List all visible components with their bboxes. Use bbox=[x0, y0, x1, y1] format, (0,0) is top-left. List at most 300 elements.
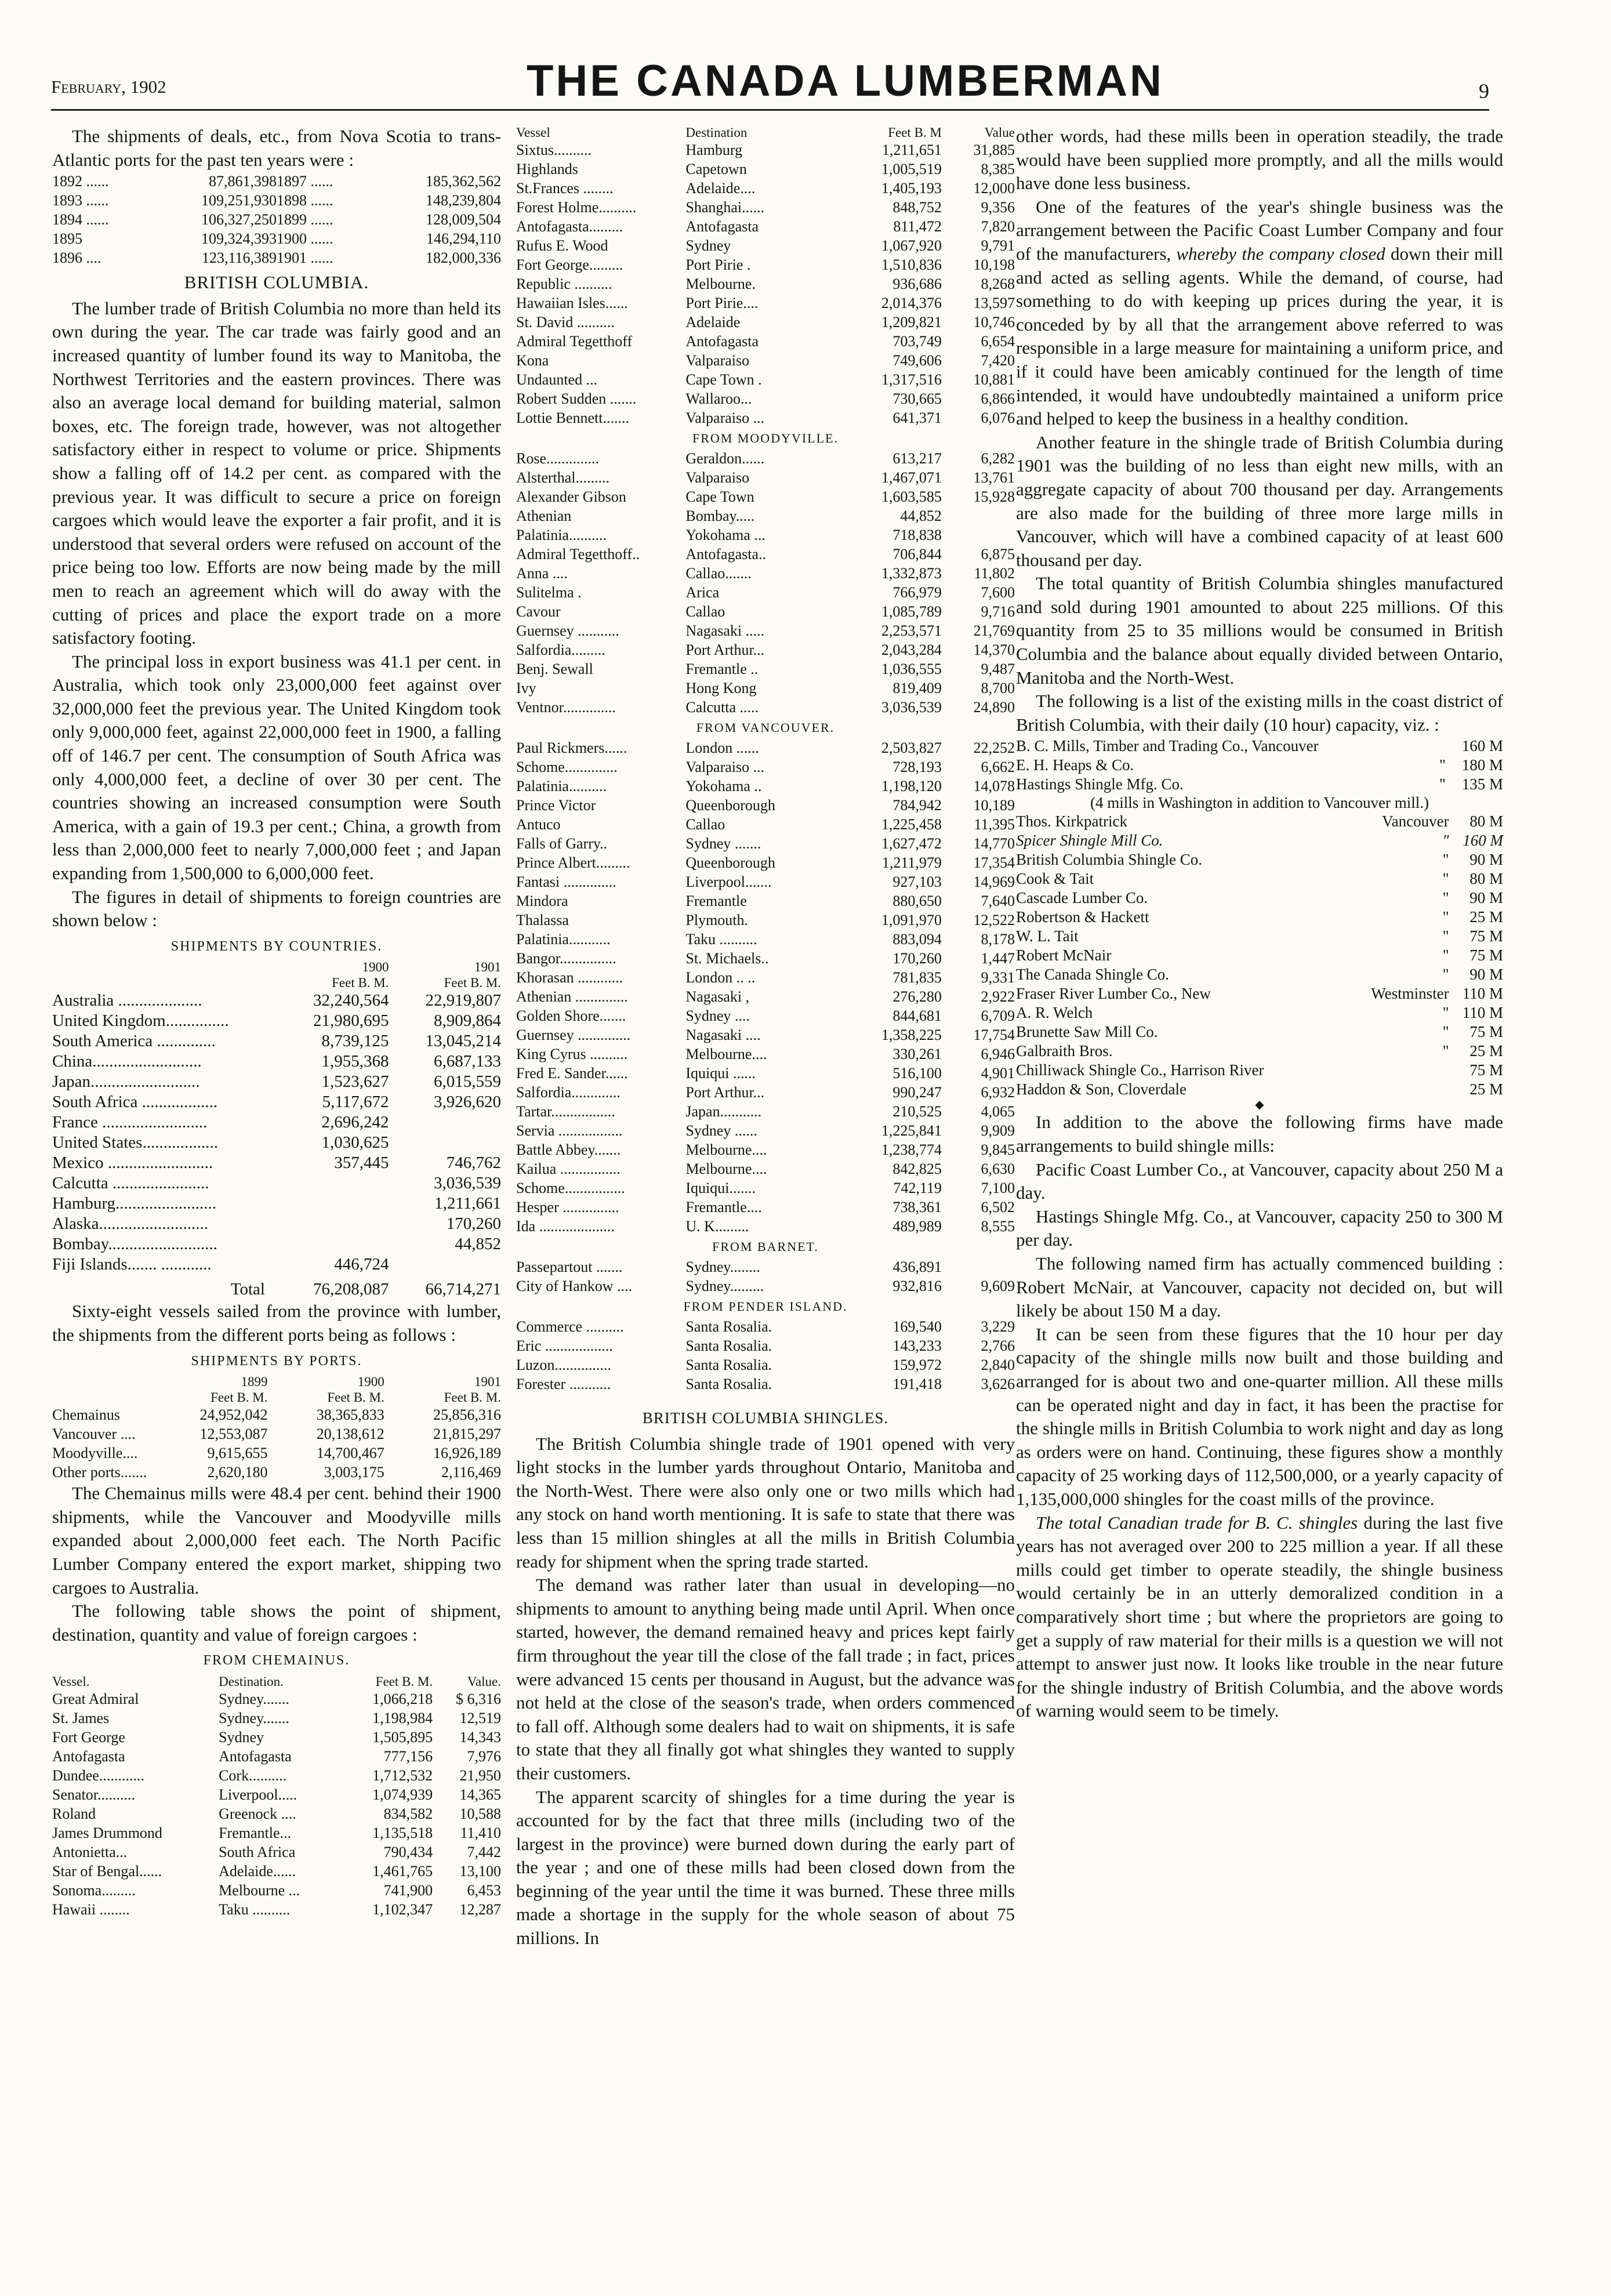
cell-val: 14,365 bbox=[459, 1786, 501, 1803]
cell-val: 2,922 bbox=[981, 988, 1015, 1005]
cell-f: 777,156 bbox=[383, 1747, 433, 1765]
cell-v: Hawaiian Isles...... bbox=[516, 295, 628, 311]
table-row bbox=[516, 872, 1015, 891]
table-row bbox=[516, 408, 1015, 427]
cell-d: Sydney......... bbox=[685, 1278, 764, 1294]
cell-cap: 110 M bbox=[1462, 1004, 1503, 1022]
bc-paragraph-1: The lumber trade of British Columbia no more than held its own during the year. The car trade was fairly good and an increased quantity of lumber found its way to Manitoba, the Northwest Territories and the eastern provinces. There was also an average local demand for building material, salmon boxes, etc. The foreign trade, however, was not altogether satisfactory either in respect to volume or price. Shipments show a falling off of 14.2 per cent. as compared with the previous year. It was difficult to secure a price on foreign cargoes which would leave the exporter a fair profit, and it is understood that several orders were refused on account of the price being too low. Efforts are now being made by the mill men to reach an agreement which will do away with the cutting of prices and place the export trade on a more satisfactory footing. bbox=[52, 298, 501, 648]
cell-f: 489,989 bbox=[892, 1218, 942, 1235]
cell-name: South America .............. bbox=[52, 1032, 216, 1051]
cell-d: Queenborough bbox=[685, 797, 775, 814]
cell-a bbox=[277, 1173, 389, 1194]
cell-v: Servia ................. bbox=[516, 1122, 623, 1139]
mills-table-b bbox=[1016, 812, 1503, 1099]
cell-name: Moodyville.... bbox=[52, 1445, 138, 1462]
table-row bbox=[52, 1785, 501, 1804]
cell-val: 17,354 bbox=[973, 854, 1015, 871]
table-row bbox=[516, 1336, 1015, 1355]
cell-a: 446,724 bbox=[334, 1255, 389, 1274]
cell-f: 3,036,539 bbox=[881, 699, 942, 716]
cell-d: Melbourne.... bbox=[685, 1160, 767, 1177]
cell-f: 741,900 bbox=[383, 1881, 433, 1899]
cell-val: 11,395 bbox=[974, 816, 1015, 833]
page-header bbox=[51, 41, 1489, 110]
cell-val: 11,410 bbox=[460, 1824, 501, 1841]
cell-f: 1,091,970 bbox=[881, 912, 942, 928]
cell-f: 1,712,532 bbox=[372, 1767, 433, 1784]
table-row bbox=[52, 1747, 501, 1766]
table-row bbox=[516, 640, 1015, 659]
cell-name: British Columbia Shingle Co. bbox=[1016, 851, 1203, 869]
cell-name: Thos. Kirkpatrick bbox=[1016, 813, 1127, 830]
cell-f: 811,472 bbox=[893, 218, 942, 235]
cell-val: 17,754 bbox=[973, 1027, 1015, 1043]
cell-v: Highlands bbox=[516, 161, 578, 177]
cell-val: 21,769 bbox=[973, 622, 1015, 639]
cell-name: United States.................. bbox=[52, 1133, 218, 1152]
cell-place: " bbox=[1442, 870, 1449, 888]
cell-f: 1,332,873 bbox=[881, 565, 942, 582]
cell-f: 927,103 bbox=[892, 873, 942, 890]
table-row bbox=[516, 198, 1015, 217]
cell-name: Fiji Islands....... ............ bbox=[52, 1255, 212, 1274]
cell-d: Sydney .... bbox=[685, 1007, 750, 1024]
table-row bbox=[516, 1102, 1015, 1121]
table-row bbox=[516, 564, 1015, 583]
cell-name: Haddon & Son, Cloverdale bbox=[1016, 1080, 1187, 1098]
table-row bbox=[516, 1044, 1015, 1064]
cell-d: Callao....... bbox=[685, 565, 752, 582]
table-row bbox=[52, 1031, 501, 1051]
cell-val: 6,076 bbox=[981, 409, 1015, 426]
cell-b bbox=[389, 1112, 502, 1133]
cell-v: Ventnor.............. bbox=[516, 699, 616, 716]
cell-d: Valparaiso bbox=[685, 469, 750, 486]
cell-cap: 135 M bbox=[1461, 775, 1503, 793]
table-row bbox=[1016, 756, 1503, 775]
cell-f: 738,361 bbox=[892, 1199, 942, 1216]
cell-d: Sydney....... bbox=[219, 1709, 289, 1726]
cell-f: 990,247 bbox=[892, 1084, 942, 1101]
cell-a: 1,030,625 bbox=[321, 1133, 389, 1152]
table-row bbox=[52, 1092, 501, 1112]
cell-cap: 75 M bbox=[1470, 927, 1503, 945]
cell-f: 848,752 bbox=[892, 199, 942, 216]
cell-d: Nagasaki ..... bbox=[685, 622, 765, 639]
cell-val: 4,065 bbox=[981, 1103, 1015, 1120]
cell-f: 1,238,774 bbox=[881, 1141, 942, 1158]
cell-val: 10,198 bbox=[973, 256, 1015, 273]
cell-d: Callao bbox=[685, 816, 725, 833]
table-row bbox=[516, 659, 1015, 679]
cell-f: 1,036,555 bbox=[881, 661, 942, 677]
cell-f: 210,525 bbox=[892, 1103, 942, 1120]
cell-val: 6,453 bbox=[467, 1881, 501, 1899]
cell-d: Cape Town bbox=[685, 488, 754, 505]
table-row bbox=[52, 1728, 501, 1747]
table-row bbox=[516, 1025, 1015, 1044]
cell-val: 2,840 bbox=[981, 1356, 1015, 1373]
cell-f: 784,942 bbox=[892, 797, 942, 814]
cell-f: 1,627,472 bbox=[881, 835, 942, 852]
cell-val: 8,268 bbox=[981, 275, 1015, 292]
table-row bbox=[516, 757, 1015, 777]
table-row bbox=[1016, 946, 1503, 965]
cell-f: 1,211,651 bbox=[881, 142, 942, 158]
cell-name: Spicer Shingle Mill Co. bbox=[1016, 832, 1163, 850]
cell-d: Iquiqui....... bbox=[685, 1180, 756, 1196]
cell-v: Great Admiral bbox=[52, 1690, 139, 1707]
table-row bbox=[1016, 1003, 1503, 1022]
bc-paragraph-2: The principal loss in export business was 41.1 per cent. in Australia, which took only 23,000,000 feet against over 32,000,000 feet the previous year. The United Kingdom took only 9,000,000 feet, against 22,000,000 feet in 1900, a falling off of 146.7 per cent. The consumption of South Africa was only 4,000,000 feet, a decline of over 30 per cent. The countries showing an increased consumption were South America, with a gain of 19.3 per cent.; China, a growth from less than 2,000,000 feet to nearly 7,000,000 feet ; and Japan expanding from 1,500,000 to 6,000,000 feet. bbox=[52, 651, 501, 884]
table-row bbox=[516, 236, 1015, 255]
cell-f: 1,467,071 bbox=[881, 469, 942, 486]
countries-total-row: Total 76,208,087 66,714,271 bbox=[230, 1280, 501, 1299]
cell-place: " bbox=[1442, 851, 1449, 869]
cell-d: Liverpool....... bbox=[685, 873, 772, 890]
cell-val: 9,791 bbox=[981, 237, 1015, 254]
cell-cap: 75 M bbox=[1470, 946, 1503, 964]
cell-place bbox=[1345, 1080, 1449, 1099]
cell-v: Prince Victor bbox=[516, 797, 596, 814]
cell-v: Bangor............... bbox=[516, 950, 616, 967]
cell-d: Cork.......... bbox=[219, 1767, 287, 1784]
masthead-title: THE CANADA LUMBERMAN bbox=[527, 56, 1164, 106]
cell-d: Fremantle.... bbox=[685, 1199, 762, 1216]
cell-d: Nagasaki .... bbox=[685, 1027, 761, 1043]
table-row bbox=[516, 968, 1015, 987]
cell-y1: 1893 ...... bbox=[52, 192, 109, 209]
cell-d: Sydney bbox=[219, 1728, 264, 1746]
table-row bbox=[516, 891, 1015, 911]
cell-f: 276,280 bbox=[892, 988, 942, 1005]
table-row bbox=[516, 853, 1015, 872]
cell-cap: 80 M bbox=[1470, 813, 1503, 830]
shipments-table-continued: Vessel Destination Feet B. M Value Sixtus.......... Hamburg 1,211,651 31,885 Highlands Capetown 1,005,519 8,385 St.Frances ........ Adelaide.... 1,405,193 12,000 Forest Holme.......... Shanghai...... 848,752 9,356 Antofagasta......... Antofagasta 811,472 7,820 Rufus E. Wood Sydney 1,067,920 9,791 Fort George......... Port Pirie . 1,510,836 10,198 Republic .......... Melbourne. 936,686 8,268 Hawaiian Isles...... Port Pirie.... 2,014,376 13,597 St. David .......... Adelaide 1,209,821 10,746 Admiral Tegetthoff Antofagasta 703,749 6,654 Kona Valparaiso 749,606 7,420 Undaunted ... Cape Town . 1,317,516 10,881 Robert Sudden ....... Wallaroo... 730,665 6,866 Lottie Bennett....... Valparaiso ... 641,371 6,076 FROM MOODYVILLE. Rose.............. Geraldon...... 613,217 6,282 Alsterthal......... Valparaiso 1,467,071 13,761 Alexander Gibson Cape Town 1,603,585 15,928 Athenian Bombay..... 44,852 Palatinia.......... Yokohama ... 718,838 Admiral Tegetthoff.. Antofagasta.. 706,844 6,875 Anna .... Callao....... 1,332,873 11,802 Sulitelma . Arica 766,979 7,600 Cavour Callao 1,085,789 9,716 Guernsey ........... Nagasaki ..... 2,253,571 21,769 Salfordia......... Port Arthur... 2,043,284 14,370 Benj. Sewall Fremantle .. 1,036,555 9,487 Ivy Hong Kong 819,409 8,700 Ventnor.............. Calcutta ..... 3,036,539 24,890 FROM VANCOUVER. Paul Rickmers...... London ...... 2,503,827 22,252 Schome.............. Valparaiso ... 728,193 6,662 Palatinia.......... Yokohama .. 1,198,120 14,078 Prince Victor Queenborough 784,942 10,189 Antuco Callao 1,225,458 11,395 Falls of Garry.. Sydney ....... 1,627,472 14,770 Prince Albert......... Queenborough 1,211,979 17,354 Fantasi .............. Liverpool....... 927,103 14,969 Mindora Fremantle 880,650 7,640 Thalassa Plymouth. 1,091,970 12,522 Palatinia........... Taku .......... 883,094 8,178 Bangor............... St. Michaels.. 170,260 1,447 Khorasan ............ London .. .. 781,835 9,331 Athenian .............. Nagasaki , 276,280 2,922 Golden Shore....... Sydney .... 844,681 6,709 Guernsey .............. Nagasaki .... 1,358,225 17,754 King Cyrus .......... Melbourne.... 330,261 6,946 Fred E. Sander...... Iquiqui ...... 516,100 4,901 Salfordia............. Port Arthur... 990,247 6,932 Tartar................. Japan........... 210,525 4,065 Servia ................. Sydney ...... 1,225,841 9,909 Battle Abbey....... Melbourne.... 1,238,774 9,845 Kailua ................ Melbourne.... 842,825 6,630 Schome................ Iquiqui....... 742,119 7,100 Hesper ............... Fremantle.... 738,361 6,502 Ida .................... U. K......... 489,989 8,555 FROM BARNET. Passepartout ....... Sydney........ 436,891 City of Hankow .... Sydney......... 932,816 9,609 FROM PENDER ISLAND. Commerce .......... Santa Rosalia. 169,540 3,229 Eric .................. Santa Rosalia. 143,233 2,766 Luzon............... Santa Rosalia. 159,972 2,840 Forester ........... Santa Rosalia. 191,418 3,626 bbox=[516, 125, 1015, 1392]
cell-v: Paul Rickmers...... bbox=[516, 739, 627, 756]
table-row bbox=[52, 172, 501, 191]
cell-v1: 109,251,930 bbox=[201, 192, 277, 209]
cell-v: James Drummond bbox=[52, 1824, 162, 1841]
cell-f: 1,461,765 bbox=[372, 1862, 433, 1880]
cell-v: Sulitelma . bbox=[516, 584, 582, 601]
cell-d: Yokohama ... bbox=[685, 527, 765, 543]
table-row bbox=[52, 248, 501, 267]
cell-v: Ida .................... bbox=[516, 1218, 615, 1235]
table-row bbox=[52, 1766, 501, 1785]
nova-scotia-intro: The shipments of deals, etc., from Nova Scotia to trans-Atlantic ports for the past ten years were : bbox=[52, 126, 501, 170]
cell-v: Fort George bbox=[52, 1728, 125, 1746]
table-row bbox=[516, 621, 1015, 640]
column-2 bbox=[516, 125, 1015, 1950]
cell-d: Sydney....... bbox=[219, 1690, 289, 1707]
table-row bbox=[516, 179, 1015, 198]
cell-f: 2,253,571 bbox=[881, 622, 942, 639]
cell-f: 1,358,225 bbox=[881, 1027, 942, 1043]
cell-val: 10,588 bbox=[459, 1805, 501, 1822]
cell-f: 1,198,984 bbox=[372, 1709, 433, 1726]
cell-d: Port Arthur... bbox=[685, 1084, 765, 1101]
cargo-table-intro: The following table shows the point of shipment, destination, quantity and value of foreign cargoes : bbox=[52, 1601, 501, 1645]
cell-name: Japan.......................... bbox=[52, 1072, 200, 1091]
cell-v: Roland bbox=[52, 1805, 96, 1822]
cell-val: 13,100 bbox=[459, 1862, 501, 1880]
cell-f: 844,681 bbox=[892, 1007, 942, 1024]
cell-v: Schome................ bbox=[516, 1180, 625, 1196]
table-row bbox=[516, 255, 1015, 274]
cell-y2: 1900 ...... bbox=[276, 230, 333, 248]
cell-f: 932,816 bbox=[892, 1278, 942, 1294]
cell-val: 7,600 bbox=[981, 584, 1015, 601]
cell-name: Vancouver .... bbox=[52, 1426, 136, 1443]
cell-val: 7,820 bbox=[981, 218, 1015, 235]
cell-v: Admiral Tegetthoff.. bbox=[516, 546, 640, 563]
table-row bbox=[52, 1173, 501, 1194]
table-row bbox=[52, 1051, 501, 1072]
table-row bbox=[1016, 965, 1503, 984]
cell-val: 6,709 bbox=[981, 1007, 1015, 1024]
header-rule bbox=[51, 109, 1489, 111]
cell-d: London .. .. bbox=[685, 969, 756, 986]
cell-b: 3,036,539 bbox=[434, 1174, 501, 1193]
cell-v: Fort George......... bbox=[516, 256, 623, 273]
col-head-1900: 1900 Feet B. M. bbox=[332, 960, 389, 991]
cell-val: $ 6,316 bbox=[456, 1690, 501, 1707]
cell-d: Wallaroo... bbox=[685, 390, 752, 407]
cell-v1: 109,324,393 bbox=[201, 230, 277, 248]
cell-v: St.Frances ........ bbox=[516, 180, 614, 197]
cell-v: Rufus E. Wood bbox=[516, 237, 608, 254]
cell-a: 5,117,672 bbox=[322, 1093, 389, 1112]
cell-v: Luzon............... bbox=[516, 1356, 611, 1373]
cell-y2: 1899 ...... bbox=[276, 211, 333, 228]
cell-v1: 106,327,250 bbox=[201, 211, 277, 228]
bc-heading: BRITISH COLUMBIA. bbox=[184, 272, 369, 293]
cell-cap: 160 M bbox=[1461, 737, 1503, 755]
col-head-1901: 1901 Feet B. M. bbox=[444, 960, 501, 991]
cell-name: W. L. Tait bbox=[1016, 927, 1079, 945]
cell-val: 7,442 bbox=[467, 1843, 501, 1860]
table-row bbox=[52, 1842, 501, 1862]
cell-d: Sydney ....... bbox=[685, 835, 761, 852]
table-row bbox=[516, 389, 1015, 408]
cell-d: Santa Rosalia. bbox=[685, 1356, 772, 1373]
cell-val bbox=[942, 506, 1015, 525]
cell-name: E. H. Heaps & Co. bbox=[1016, 756, 1134, 774]
cell-f: 641,371 bbox=[892, 409, 942, 426]
cell-val: 10,189 bbox=[973, 797, 1015, 814]
cell-b bbox=[389, 1254, 502, 1275]
col3-paragraph-8: Hastings Shingle Mfg. Co., at Vancouver, capacity 250 to 300 M per day. bbox=[1016, 1206, 1503, 1250]
cell-val: 7,640 bbox=[981, 893, 1015, 909]
cell-v: Anna .... bbox=[516, 565, 568, 582]
table-row bbox=[1016, 737, 1503, 756]
cell-v: Cavour bbox=[516, 603, 561, 620]
table-row bbox=[1016, 775, 1503, 794]
table-row bbox=[52, 1072, 501, 1092]
cell-f: 728,193 bbox=[892, 759, 942, 775]
cell-d: Cape Town . bbox=[685, 371, 762, 388]
chemainus-table-title: FROM CHEMAINUS. bbox=[203, 1653, 350, 1669]
table-row bbox=[1016, 869, 1503, 888]
cell-v: Republic .......... bbox=[516, 275, 612, 292]
table-row bbox=[516, 698, 1015, 717]
table-row bbox=[52, 1443, 501, 1463]
cell-f: 781,835 bbox=[892, 969, 942, 986]
table-row bbox=[52, 1862, 501, 1881]
table-row bbox=[516, 274, 1015, 293]
table-row bbox=[52, 1689, 501, 1709]
col3-paragraph-3: Another feature in the shingle trade of British Columbia during 1901 was the building of no less than eight new mills, with an aggregate capacity of about 700 thousand per day. Arrangements are also made for the building of three more large mills in Vancouver, which will have a combined capacity of at least 600 thousand per day. bbox=[1016, 431, 1503, 570]
cell-a: 9,615,655 bbox=[207, 1445, 268, 1462]
cell-name: Robert McNair bbox=[1016, 946, 1112, 964]
cell-f: 1,505,895 bbox=[372, 1728, 433, 1746]
cell-val: 10,881 bbox=[973, 371, 1015, 388]
cell-d: Sydney bbox=[685, 237, 731, 254]
cell-f: 1,066,218 bbox=[372, 1690, 433, 1707]
table-row bbox=[516, 468, 1015, 487]
cell-f: 883,094 bbox=[892, 931, 942, 948]
cell-b: 8,909,864 bbox=[434, 1011, 501, 1031]
cell-d: Queenborough bbox=[685, 854, 775, 871]
cell-val: 6,282 bbox=[981, 450, 1015, 467]
cell-val bbox=[942, 525, 1015, 545]
cell-v: Commerce .......... bbox=[516, 1318, 624, 1335]
cell-name: Cook & Tait bbox=[1016, 870, 1094, 888]
table-row bbox=[516, 1374, 1015, 1394]
table-row bbox=[52, 210, 501, 229]
cell-name: Brunette Saw Mill Co. bbox=[1016, 1023, 1158, 1041]
cell-val: 12,519 bbox=[459, 1709, 501, 1726]
cell-val: 7,100 bbox=[981, 1180, 1015, 1196]
cell-v: Athenian bbox=[516, 507, 572, 524]
cell-y2: 1897 ...... bbox=[276, 173, 333, 190]
cell-b: 6,015,559 bbox=[434, 1072, 501, 1091]
cell-d: Antofagasta bbox=[685, 333, 759, 350]
cell-f: 330,261 bbox=[892, 1046, 942, 1062]
cell-val: 6,875 bbox=[981, 546, 1015, 563]
cell-b: 14,700,467 bbox=[316, 1445, 384, 1462]
cell-v: Star of Bengal...... bbox=[52, 1862, 162, 1880]
cell-cap: 90 M bbox=[1470, 851, 1503, 869]
cell-a: 21,980,695 bbox=[313, 1011, 389, 1031]
cell-v: Alsterthal......... bbox=[516, 469, 610, 486]
cell-v: King Cyrus .......... bbox=[516, 1046, 628, 1062]
cell-val: 9,716 bbox=[981, 603, 1015, 620]
cell-v: Salfordia............. bbox=[516, 1084, 621, 1101]
cell-d: Japan........... bbox=[685, 1103, 762, 1120]
cell-name: The Canada Shingle Co. bbox=[1016, 966, 1169, 984]
cell-place: " bbox=[1442, 946, 1449, 964]
cell-val: 9,845 bbox=[981, 1141, 1015, 1158]
table-row bbox=[516, 1257, 1015, 1276]
table-row bbox=[52, 1709, 501, 1728]
cell-place: Vancouver bbox=[1382, 813, 1449, 830]
cell-a bbox=[277, 1234, 389, 1254]
col3-paragraph-4: The total quantity of British Columbia shingles manufactured and sold during 1901 amounted to about 225 millions. Of this quantity from 25 to 35 millions would be consumed in British Columbia and the balance about equally divided between Ontario, Manitoba and the North-West. bbox=[1016, 573, 1503, 688]
page-number: 9 bbox=[1479, 79, 1489, 103]
cell-v: Guernsey .............. bbox=[516, 1027, 631, 1043]
cell-a: 12,553,087 bbox=[199, 1426, 268, 1443]
table-row bbox=[52, 1405, 501, 1424]
countries-table-title: SHIPMENTS BY COUNTRIES. bbox=[170, 938, 383, 954]
cell-v2: 148,239,804 bbox=[426, 192, 501, 209]
cell-f: 2,014,376 bbox=[881, 295, 942, 311]
cell-a: 2,620,180 bbox=[207, 1464, 268, 1481]
chemainus-table: Vessel. Destination. Feet B. M. Value. Great Admiral Sydney....... 1,066,218 $ 6,316 St. James Sydney....... 1,198,984 12,519 Fort George Sydney 1,505,895 14,343 Antofagasta Antofagasta 777,156 7,976 Dundee............ Cork.......... 1,712,532 21,950 Senator.......... Liverpool..... 1,074,939 14,365 Roland Greenock .... 834,582 10,588 James Drummond Fremantle... 1,135,518 11,410 Antonietta... South Africa 790,434 7,442 Star of Bengal...... Adelaide...... 1,461,765 13,100 Sonoma......... Melbourne ... 741,900 6,453 Hawaii ........ Taku .......... 1,102,347 12,287 bbox=[52, 1674, 501, 1918]
cell-b: 38,365,833 bbox=[316, 1406, 384, 1424]
cell-val: 10,746 bbox=[973, 314, 1015, 331]
cell-v: Salfordia......... bbox=[516, 641, 605, 658]
ornament-icon: ◆ bbox=[1255, 1098, 1264, 1112]
table-row bbox=[516, 602, 1015, 621]
cell-f: 1,005,519 bbox=[881, 161, 942, 177]
cell-a: 1,523,627 bbox=[321, 1072, 389, 1091]
cell-name: B. C. Mills, Timber and Trading Co., Vancouver bbox=[1016, 737, 1319, 755]
cell-v: Battle Abbey....... bbox=[516, 1141, 621, 1158]
cell-f: 613,217 bbox=[892, 450, 942, 467]
cell-f: 143,233 bbox=[892, 1337, 942, 1354]
cell-val: 11,802 bbox=[974, 565, 1015, 582]
table-row bbox=[516, 293, 1015, 313]
cell-v: Ivy bbox=[516, 680, 536, 697]
table-row bbox=[52, 1463, 501, 1482]
cell-cap: 90 M bbox=[1470, 966, 1503, 984]
cell-d: Melbourne.... bbox=[685, 1046, 767, 1062]
cell-val: 24,890 bbox=[973, 699, 1015, 716]
cell-b: 3,926,620 bbox=[434, 1093, 501, 1112]
table-row bbox=[516, 506, 1015, 525]
table-row bbox=[52, 1011, 501, 1031]
cell-a: 8,739,125 bbox=[321, 1032, 389, 1051]
cell-d: Hamburg bbox=[685, 142, 743, 158]
col3-paragraph-9: The following named firm has actually commenced building : Robert McNair, at Vancouver, capacity not decided on, but will likely be about 150 M a day. bbox=[1016, 1253, 1503, 1321]
cell-d: St. Michaels.. bbox=[685, 950, 769, 967]
cell-d: Fremantle .. bbox=[685, 661, 759, 677]
cell-c: 25,856,316 bbox=[433, 1406, 501, 1424]
cell-d: London ...... bbox=[685, 739, 759, 756]
cell-d: Taku .......... bbox=[685, 931, 757, 948]
col3-paragraph-6: In addition to the above the following firms have made arrangements to build shingle mills: bbox=[1016, 1112, 1503, 1156]
cell-name: A. R. Welch bbox=[1016, 1004, 1093, 1022]
cell-d: Sydney........ bbox=[685, 1258, 760, 1275]
pender-title: FROM PENDER ISLAND. bbox=[683, 1299, 848, 1314]
table-row bbox=[516, 815, 1015, 834]
cell-y1: 1892 ...... bbox=[52, 173, 109, 190]
cell-val: 14,370 bbox=[973, 641, 1015, 658]
cell-val: 6,630 bbox=[981, 1160, 1015, 1177]
cell-cap: 25 M bbox=[1470, 1080, 1503, 1098]
table-row bbox=[516, 949, 1015, 968]
cell-v: Antofagasta......... bbox=[516, 218, 623, 235]
cell-d: Melbourne ... bbox=[219, 1881, 300, 1899]
vessels-paragraph: Sixty-eight vessels sailed from the province with lumber, the shipments from the different ports being as follows : bbox=[52, 1301, 501, 1345]
column-1 bbox=[52, 125, 501, 1919]
cell-place: " bbox=[1442, 1042, 1449, 1060]
col3-paragraph-5: The following is a list of the existing mills in the coast district of British Columbia, with their daily (10 hour) capacity, viz. : bbox=[1016, 691, 1503, 735]
table-row bbox=[516, 777, 1015, 796]
cell-name: Calcutta ....................... bbox=[52, 1174, 209, 1193]
cell-cap: 90 M bbox=[1470, 889, 1503, 907]
cell-val: 15,928 bbox=[973, 488, 1015, 505]
table-row bbox=[1016, 1061, 1503, 1080]
cell-place: " bbox=[1439, 775, 1446, 793]
table-row bbox=[52, 991, 501, 1011]
cell-d: Antofagasta bbox=[685, 218, 759, 235]
cell-d: Callao bbox=[685, 603, 725, 620]
cell-v: Hawaii ........ bbox=[52, 1900, 130, 1918]
cell-d: Valparaiso bbox=[685, 352, 750, 369]
